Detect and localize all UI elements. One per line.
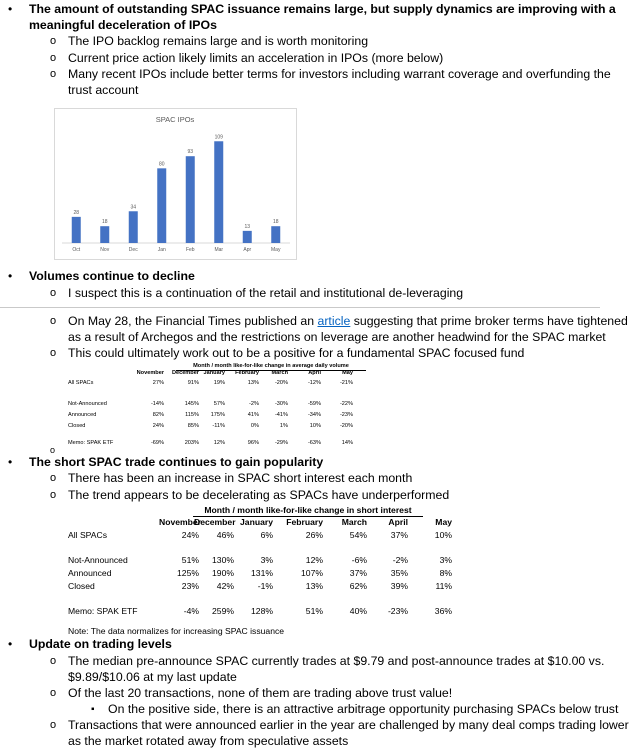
- table-cell: 39%: [390, 581, 408, 591]
- bar-value-label: 93: [187, 149, 194, 156]
- table-cell: 13%: [247, 380, 259, 386]
- x-tick-label: Dec: [128, 247, 138, 253]
- table-cell: 145%: [184, 401, 199, 407]
- table-cell: 3%: [439, 555, 452, 565]
- sub-bullet-icon: o: [50, 35, 57, 47]
- bar-value-label: 18: [272, 219, 279, 226]
- column-header: February: [235, 370, 259, 376]
- table-cell: 125%: [177, 568, 199, 578]
- table-cell: 8%: [439, 568, 452, 578]
- table-cell: -23%: [387, 606, 408, 616]
- section4-bullet1-line1: The median pre-announce SPAC currently trades at $9.79 and post-announce trades at $10.00 vs.: [68, 654, 605, 668]
- section1-bullet1: The IPO backlog remains large and is worth monitoring: [68, 34, 369, 48]
- table-cell: 12%: [213, 440, 225, 446]
- bullet-icon: •: [8, 637, 13, 651]
- sub-bullet-icon: o: [50, 655, 57, 667]
- row-label: Memo: SPAK ETF: [68, 606, 138, 616]
- table-cell: 42%: [216, 581, 234, 591]
- column-header: April: [388, 517, 408, 527]
- sub-bullet-icon: o: [50, 719, 57, 731]
- bullet-icon: •: [8, 455, 13, 469]
- table-cell: 11%: [435, 581, 452, 591]
- sub-bullet-icon: o: [50, 472, 57, 484]
- table-cell: -23%: [339, 412, 353, 418]
- section2-bullet3: This could ultimately work out to be a positive for a fundamental SPAC focused fund: [68, 346, 525, 360]
- table-cell: -69%: [150, 440, 164, 446]
- sub-bullet-icon: o: [50, 347, 57, 359]
- table-cell: 24%: [181, 530, 199, 540]
- table-cell: 19%: [213, 380, 225, 386]
- chart-title: SPAC IPOs: [155, 115, 195, 124]
- column-header: December: [194, 517, 236, 527]
- x-tick-label: Jan: [157, 247, 166, 253]
- table-cell: 24%: [152, 423, 164, 429]
- x-tick-label: Apr: [243, 247, 252, 253]
- sub-bullet-icon: o: [50, 445, 56, 455]
- section1-title-line1: The amount of outstanding SPAC issuance remains large, but supply dynamics are improving with a: [29, 2, 616, 16]
- section1-title-line2: meaningful deceleration of IPOs: [29, 18, 217, 32]
- table-cell: 259%: [212, 606, 234, 616]
- x-tick-label: Oct: [72, 247, 81, 253]
- table-cell: -1%: [257, 581, 273, 591]
- column-header: February: [286, 517, 323, 527]
- column-header: January: [203, 370, 225, 376]
- table-cell: -11%: [212, 423, 225, 429]
- table-cell: 130%: [212, 555, 234, 565]
- row-label: All SPACs: [68, 530, 107, 540]
- short-table-note: Note: The data normalizes for increasing SPAC issuance: [68, 626, 285, 636]
- table-cell: 14%: [341, 440, 353, 446]
- bar-value-label: 13: [244, 223, 251, 230]
- page-break-divider: [0, 307, 600, 308]
- section2-bullet2-line2: as a result of Archegos and the restrictions on leverage are another headwind for the SPAC market: [68, 330, 606, 344]
- table-cell: 107%: [301, 568, 323, 578]
- column-header: March: [341, 517, 367, 527]
- bullet-icon: •: [8, 2, 13, 16]
- bullet-icon: •: [8, 269, 13, 283]
- section2-bullet2-post: suggesting that prime broker terms have tightened: [350, 314, 628, 328]
- x-tick-label: May: [271, 247, 281, 253]
- bar-oct: [72, 217, 81, 243]
- section2-bullet2-line1: [68, 313, 628, 330]
- table-cell: 175%: [210, 412, 225, 418]
- table-cell: 128%: [251, 606, 273, 616]
- section3-bullet1: There has been an increase in SPAC short interest each month: [68, 471, 413, 485]
- row-label: Announced: [68, 412, 97, 418]
- section4-bullet2-sub: On the positive side, there is an attractive arbitrage opportunity purchasing SPACs below trust: [108, 702, 619, 716]
- table-cell: 82%: [152, 412, 164, 418]
- bar-mar: [214, 141, 223, 243]
- section2-bullet2-pre: On May 28, the Financial Times published an: [68, 314, 318, 328]
- table-cell: 115%: [185, 412, 199, 418]
- table-cell: -2%: [249, 401, 259, 407]
- table-cell: -6%: [351, 555, 367, 565]
- section1-bullet2: Current price action likely limits an acceleration in IPOs (more below): [68, 51, 444, 65]
- bar-value-label: 18: [101, 219, 108, 226]
- table-cell: 3%: [260, 555, 273, 565]
- bar-dec: [129, 211, 138, 243]
- row-label: Memo: SPAK ETF: [68, 440, 114, 446]
- sub-bullet-icon: o: [50, 315, 57, 327]
- table-cell: 12%: [305, 555, 323, 565]
- table-cell: 46%: [216, 530, 234, 540]
- table-cell: -63%: [307, 440, 321, 446]
- short-table-title: Month / month like-for-like change in short interest: [204, 505, 412, 515]
- section4-bullet2: Of the last 20 transactions, none of them are trading above trust value!: [68, 686, 453, 700]
- table-cell: 0%: [250, 423, 259, 429]
- sub-bullet-icon: o: [50, 489, 57, 501]
- x-tick-label: Mar: [214, 247, 224, 253]
- table-cell: 96%: [247, 440, 259, 446]
- table-cell: 37%: [349, 568, 367, 578]
- column-header: December: [171, 370, 199, 376]
- table-cell: -30%: [274, 401, 288, 407]
- table-cell: -2%: [392, 555, 408, 565]
- table-cell: -59%: [307, 401, 321, 407]
- row-label: Closed: [68, 581, 95, 591]
- table-cell: -34%: [307, 412, 321, 418]
- table-cell: 37%: [390, 530, 408, 540]
- column-header: November: [159, 517, 202, 527]
- chart-frame: [55, 109, 297, 260]
- table-cell: 57%: [213, 401, 225, 407]
- table-cell: 131%: [251, 568, 273, 578]
- column-header: May: [342, 370, 353, 376]
- table-cell: 190%: [212, 568, 234, 578]
- table-cell: 40%: [349, 606, 367, 616]
- table-cell: 6%: [260, 530, 273, 540]
- section1-bullet3-line1: Many recent IPOs include better terms for investors including warrant coverage and overfunding the: [68, 67, 611, 81]
- bar-feb: [186, 156, 195, 243]
- table-cell: 203%: [184, 440, 199, 446]
- x-tick-label: Nov: [100, 247, 110, 253]
- sub-bullet-icon: o: [50, 287, 57, 299]
- section4-bullet1-line2: $9.89/$10.06 at my last update: [68, 670, 237, 684]
- table-cell: -14%: [150, 401, 164, 407]
- section2-bullet1: I suspect this is a continuation of the retail and institutional de-leveraging: [68, 286, 464, 300]
- row-label: All SPACs: [68, 380, 94, 386]
- article-link[interactable]: article: [317, 314, 351, 328]
- table-cell: -21%: [339, 380, 353, 386]
- bar-may: [271, 226, 280, 243]
- table-cell: 23%: [181, 581, 199, 591]
- section4-bullet3-line1: Transactions that were announced earlier in the year are challenged by many deal comps trading lower: [68, 718, 629, 732]
- spac-ipos-chart: [54, 108, 297, 260]
- table-cell: 36%: [434, 606, 452, 616]
- section1-bullet3-line2: trust account: [68, 83, 139, 97]
- bar-value-label: 109: [214, 134, 223, 141]
- column-header: January: [240, 517, 273, 527]
- table-cell: -22%: [339, 401, 353, 407]
- x-tick-label: Feb: [185, 247, 195, 253]
- table-cell: 27%: [152, 380, 164, 386]
- row-label: Closed: [68, 423, 86, 429]
- table-cell: 51%: [305, 606, 323, 616]
- bar-apr: [243, 231, 252, 243]
- row-label: Not-Announced: [68, 401, 107, 407]
- column-header: November: [136, 370, 164, 376]
- table-cell: -41%: [274, 412, 288, 418]
- table-cell: 91%: [187, 380, 199, 386]
- section4-title: Update on trading levels: [29, 637, 172, 651]
- table-cell: 1%: [279, 423, 288, 429]
- table-cell: 62%: [349, 581, 367, 591]
- bar-value-label: 28: [73, 209, 80, 216]
- table-cell: -4%: [183, 606, 199, 616]
- table-cell: 13%: [305, 581, 323, 591]
- table-cell: 85%: [187, 423, 199, 429]
- table-cell: 51%: [181, 555, 199, 565]
- sub-bullet-icon: o: [50, 68, 57, 80]
- bar-jan: [157, 168, 166, 243]
- sub-bullet-icon: o: [50, 687, 57, 699]
- short-interest-table: [68, 505, 488, 637]
- table-cell: -29%: [274, 440, 288, 446]
- volume-change-table: [68, 363, 488, 448]
- table-cell: -12%: [307, 380, 321, 386]
- column-header: March: [271, 370, 288, 376]
- row-label: Announced: [68, 568, 112, 578]
- column-header: May: [435, 517, 452, 527]
- table-cell: 41%: [247, 412, 259, 418]
- table-cell: -20%: [274, 380, 288, 386]
- sub-bullet-icon: o: [50, 52, 57, 64]
- table-cell: 35%: [390, 568, 408, 578]
- section3-bullet2: The trend appears to be decelerating as SPACs have underperformed: [68, 488, 450, 502]
- table-cell: -20%: [339, 423, 353, 429]
- table-cell: 26%: [305, 530, 323, 540]
- table-cell: 54%: [349, 530, 367, 540]
- bar-value-label: 34: [130, 204, 137, 211]
- row-label: Not-Announced: [68, 555, 128, 565]
- section2-title: Volumes continue to decline: [29, 269, 195, 283]
- square-bullet-icon: ▪: [91, 704, 95, 715]
- bar-nov: [100, 226, 109, 243]
- section3-title: The short SPAC trade continues to gain popularity: [29, 455, 324, 469]
- table-cell: 10%: [309, 423, 321, 429]
- volume-table-title: Month / month like-for-like change in average daily volume: [193, 363, 349, 369]
- table-cell: 10%: [434, 530, 452, 540]
- column-header: April: [308, 370, 321, 376]
- bar-value-label: 80: [158, 161, 165, 168]
- section4-bullet3-line2: as the market rotated away from speculative assets: [68, 734, 349, 748]
